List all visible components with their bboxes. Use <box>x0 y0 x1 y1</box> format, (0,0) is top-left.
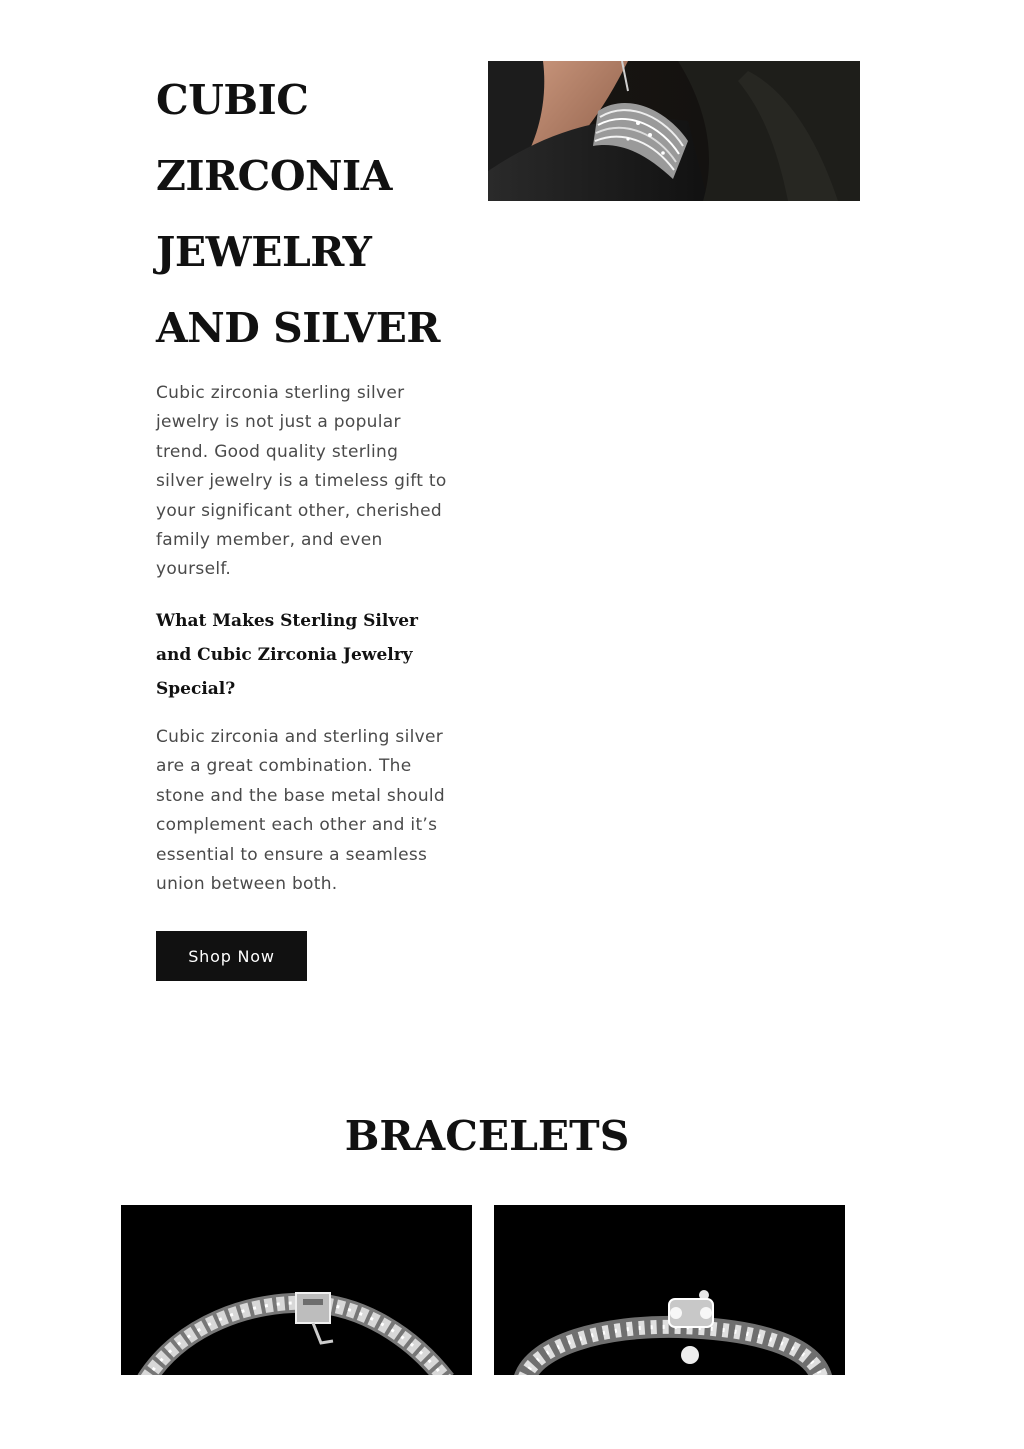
shop-now-button[interactable]: Shop Now <box>156 931 307 981</box>
bracelet-on-arm-photo <box>488 61 860 201</box>
section-subheading: What Makes Sterling Silver and Cubic Zirconia Jewelry Special? <box>156 611 418 699</box>
bracelets-section-title: BRACELETS <box>344 1112 630 1160</box>
hero-title <box>156 62 456 366</box>
hero-title-line: JEWELRY <box>156 228 372 276</box>
tennis-bracelet-image <box>121 1205 472 1375</box>
hero-title-line: CUBIC <box>156 76 309 124</box>
intro-paragraph: Cubic zirconia sterling silver jewelry is not just a popular trend. Good quality sterling silver jewelry is a timeless gift to your significant other, cherished family member, and even yourself. <box>156 383 447 580</box>
hero-title-line: ZIRCONIA <box>156 152 392 200</box>
round-stone-bracelet-image <box>494 1205 845 1375</box>
hero-title-line: AND SILVER <box>156 304 441 352</box>
hero-bracelet-image <box>488 61 860 201</box>
product-card[interactable] <box>494 1205 845 1375</box>
detail-paragraph: Cubic zirconia and sterling silver are a great combination. The stone and the base metal should complement each other and it’s essential to ensure a seamless union between both. <box>156 727 446 895</box>
product-card[interactable] <box>121 1205 472 1375</box>
hero-text-block <box>156 62 456 366</box>
